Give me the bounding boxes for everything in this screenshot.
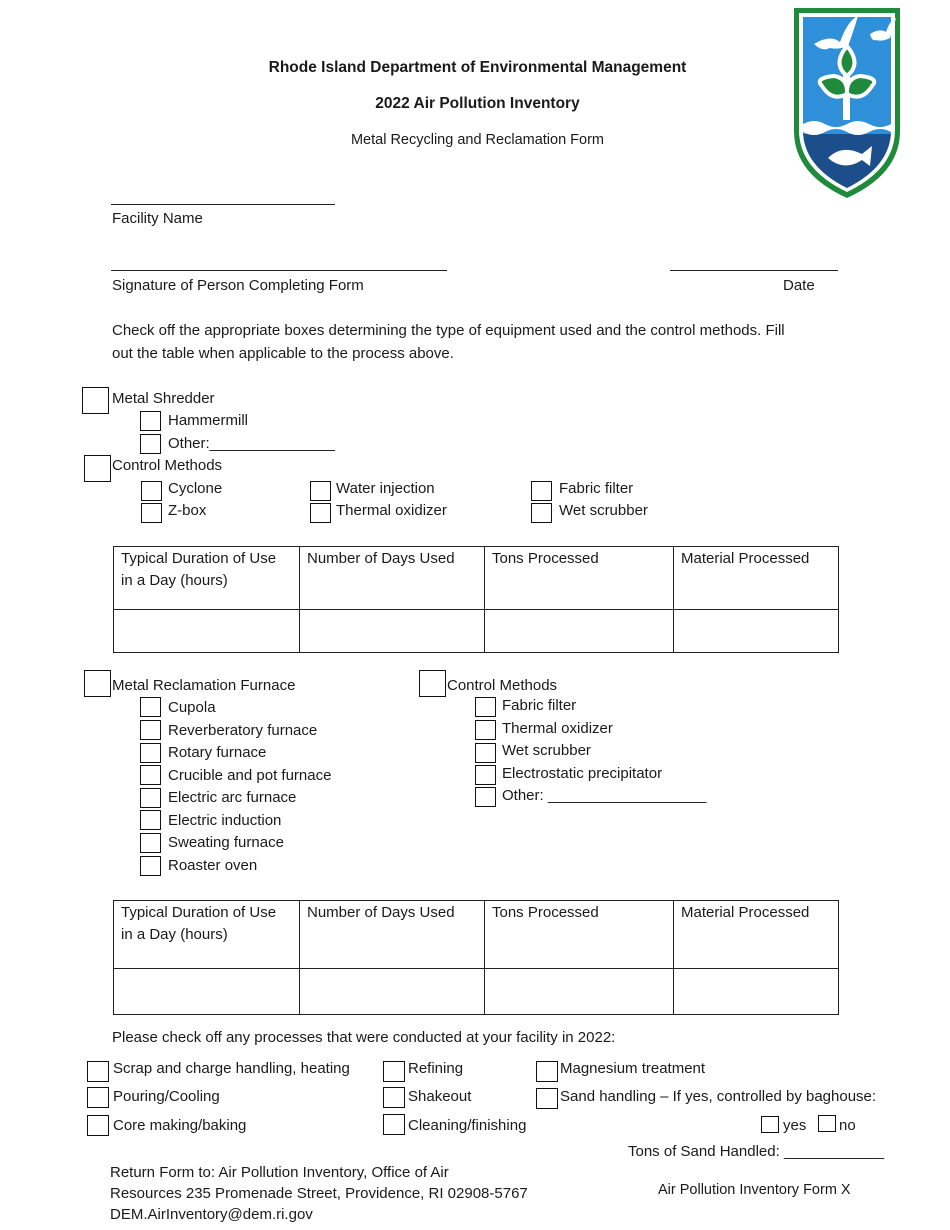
cleaning-label: Cleaning/finishing [408, 1117, 527, 1134]
reverberatory-label: Reverberatory furnace [168, 722, 318, 739]
return-address-line-2: Resources 235 Promenade Street, Providence, RI 02908-5767 [110, 1185, 528, 1202]
shredder-wet-scrubber-checkbox[interactable] [531, 503, 552, 523]
shredder-control-label: Control Methods [112, 457, 223, 474]
furnace-checkbox[interactable] [84, 670, 111, 697]
material-cell[interactable] [674, 610, 839, 653]
processes-intro: Please check off any processes that were conducted at your facility in 2022: [112, 1029, 616, 1046]
duration-header: Typical Duration of Use in a Day (hours) [114, 901, 300, 969]
refining-label: Refining [408, 1060, 464, 1077]
duration-cell[interactable] [114, 610, 300, 653]
furnace-thermal-oxidizer-label: Thermal oxidizer [502, 720, 613, 737]
days-cell[interactable] [300, 969, 485, 1015]
z-box-label: Z-box [168, 502, 207, 519]
instructions-line-1: Check off the appropriate boxes determining the type of equipment used and the control methods. Fill [112, 322, 785, 339]
shredder-fabric-filter-checkbox[interactable] [531, 481, 552, 501]
duration-header: Typical Duration of Use in a Day (hours) [114, 547, 300, 610]
cupola-label: Cupola [168, 699, 216, 716]
baghouse-yes-checkbox[interactable] [761, 1116, 779, 1133]
facility-name-line[interactable] [111, 204, 335, 205]
furnace-other-label: Other: ___________________ [502, 787, 707, 804]
department-title: Rhode Island Department of Environmental Management [268, 59, 687, 76]
sand-tons-field[interactable]: Tons of Sand Handled: ____________ [628, 1143, 885, 1160]
furnace-wet-scrubber-checkbox[interactable] [475, 743, 496, 763]
days-cell[interactable] [300, 610, 485, 653]
duration-cell[interactable] [114, 969, 300, 1015]
scrap-label: Scrap and charge handling, heating [113, 1060, 350, 1077]
furnace-wet-scrubber-label: Wet scrubber [502, 742, 591, 759]
tons-cell[interactable] [485, 610, 674, 653]
electrostatic-label: Electrostatic precipitator [502, 765, 663, 782]
material-cell[interactable] [674, 969, 839, 1015]
shredder-thermal-oxidizer-checkbox[interactable] [310, 503, 331, 523]
shredder-thermal-oxidizer-label: Thermal oxidizer [336, 502, 447, 519]
days-header: Number of Days Used [300, 901, 485, 969]
magnesium-label: Magnesium treatment [560, 1060, 706, 1077]
shakeout-label: Shakeout [408, 1088, 472, 1105]
pouring-checkbox[interactable] [87, 1087, 109, 1108]
instructions-line-2: out the table when applicable to the process above. [112, 345, 454, 362]
sweating-label: Sweating furnace [168, 834, 284, 851]
baghouse-yes-label: yes [783, 1117, 807, 1134]
tons-header: Tons Processed [485, 901, 674, 969]
material-header: Material Processed [674, 901, 839, 969]
shakeout-checkbox[interactable] [383, 1087, 405, 1108]
core-making-checkbox[interactable] [87, 1115, 109, 1136]
table-row [114, 969, 839, 1015]
baghouse-no-label: no [839, 1117, 856, 1134]
cleaning-checkbox[interactable] [383, 1114, 405, 1135]
inventory-title: 2022 Air Pollution Inventory [375, 95, 580, 112]
furnace-fabric-filter-checkbox[interactable] [475, 697, 496, 717]
facility-name-label: Facility Name [112, 210, 203, 227]
return-address-line-1: Return Form to: Air Pollution Inventory, Office of Air [110, 1164, 449, 1181]
furnace-thermal-oxidizer-checkbox[interactable] [475, 720, 496, 740]
cyclone-label: Cyclone [168, 480, 223, 497]
electric-induction-label: Electric induction [168, 812, 282, 829]
magnesium-checkbox[interactable] [536, 1061, 558, 1082]
crucible-label: Crucible and pot furnace [168, 767, 332, 784]
contact-email: DEM.AirInventory@dem.ri.gov [110, 1206, 313, 1223]
z-box-checkbox[interactable] [141, 503, 162, 523]
core-making-label: Core making/baking [113, 1117, 247, 1134]
scrap-checkbox[interactable] [87, 1061, 109, 1082]
cyclone-checkbox[interactable] [141, 481, 162, 501]
table-row [114, 610, 839, 653]
pouring-label: Pouring/Cooling [113, 1088, 220, 1105]
cupola-checkbox[interactable] [140, 697, 161, 717]
signature-line[interactable] [111, 270, 447, 271]
roaster-checkbox[interactable] [140, 856, 161, 876]
sweating-checkbox[interactable] [140, 833, 161, 853]
water-injection-label: Water injection [336, 480, 435, 497]
rotary-label: Rotary furnace [168, 744, 267, 761]
refining-checkbox[interactable] [383, 1061, 405, 1082]
electric-induction-checkbox[interactable] [140, 810, 161, 830]
reverberatory-checkbox[interactable] [140, 720, 161, 740]
tons-header: Tons Processed [485, 547, 674, 610]
electric-arc-checkbox[interactable] [140, 788, 161, 808]
hammermill-checkbox[interactable] [140, 411, 161, 431]
electrostatic-checkbox[interactable] [475, 765, 496, 785]
furnace-other-checkbox[interactable] [475, 787, 496, 807]
material-header: Material Processed [674, 547, 839, 610]
metal-shredder-checkbox[interactable] [82, 387, 109, 414]
table-header-row [114, 901, 839, 969]
furnace-label: Metal Reclamation Furnace [112, 677, 296, 694]
sand-handling-checkbox[interactable] [536, 1088, 558, 1109]
shredder-other-checkbox[interactable] [140, 434, 161, 454]
metal-shredder-label: Metal Shredder [112, 390, 215, 407]
table-header-row [114, 547, 839, 610]
crucible-checkbox[interactable] [140, 765, 161, 785]
furnace-table [113, 900, 839, 1015]
roaster-label: Roaster oven [168, 857, 258, 874]
sand-handling-label: Sand handling – If yes, controlled by baghouse: [560, 1088, 877, 1105]
form-id: Air Pollution Inventory Form X [658, 1182, 851, 1198]
furnace-control-checkbox[interactable] [419, 670, 446, 697]
form-title: Metal Recycling and Reclamation Form [350, 132, 605, 148]
date-label: Date [783, 277, 815, 294]
shredder-control-checkbox[interactable] [84, 455, 111, 482]
rotary-checkbox[interactable] [140, 743, 161, 763]
furnace-fabric-filter-label: Fabric filter [502, 697, 577, 714]
days-header: Number of Days Used [300, 547, 485, 610]
signature-label: Signature of Person Completing Form [112, 277, 364, 294]
shredder-fabric-filter-label: Fabric filter [559, 480, 634, 497]
date-line[interactable] [670, 270, 838, 271]
electric-arc-label: Electric arc furnace [168, 789, 297, 806]
hammermill-label: Hammermill [168, 412, 248, 429]
tons-cell[interactable] [485, 969, 674, 1015]
shredder-table [113, 546, 839, 653]
water-injection-checkbox[interactable] [310, 481, 331, 501]
baghouse-no-checkbox[interactable] [818, 1115, 836, 1132]
shredder-other-label: Other:_______________ [168, 435, 335, 452]
shredder-wet-scrubber-label: Wet scrubber [559, 502, 648, 519]
furnace-control-label: Control Methods [447, 677, 558, 694]
